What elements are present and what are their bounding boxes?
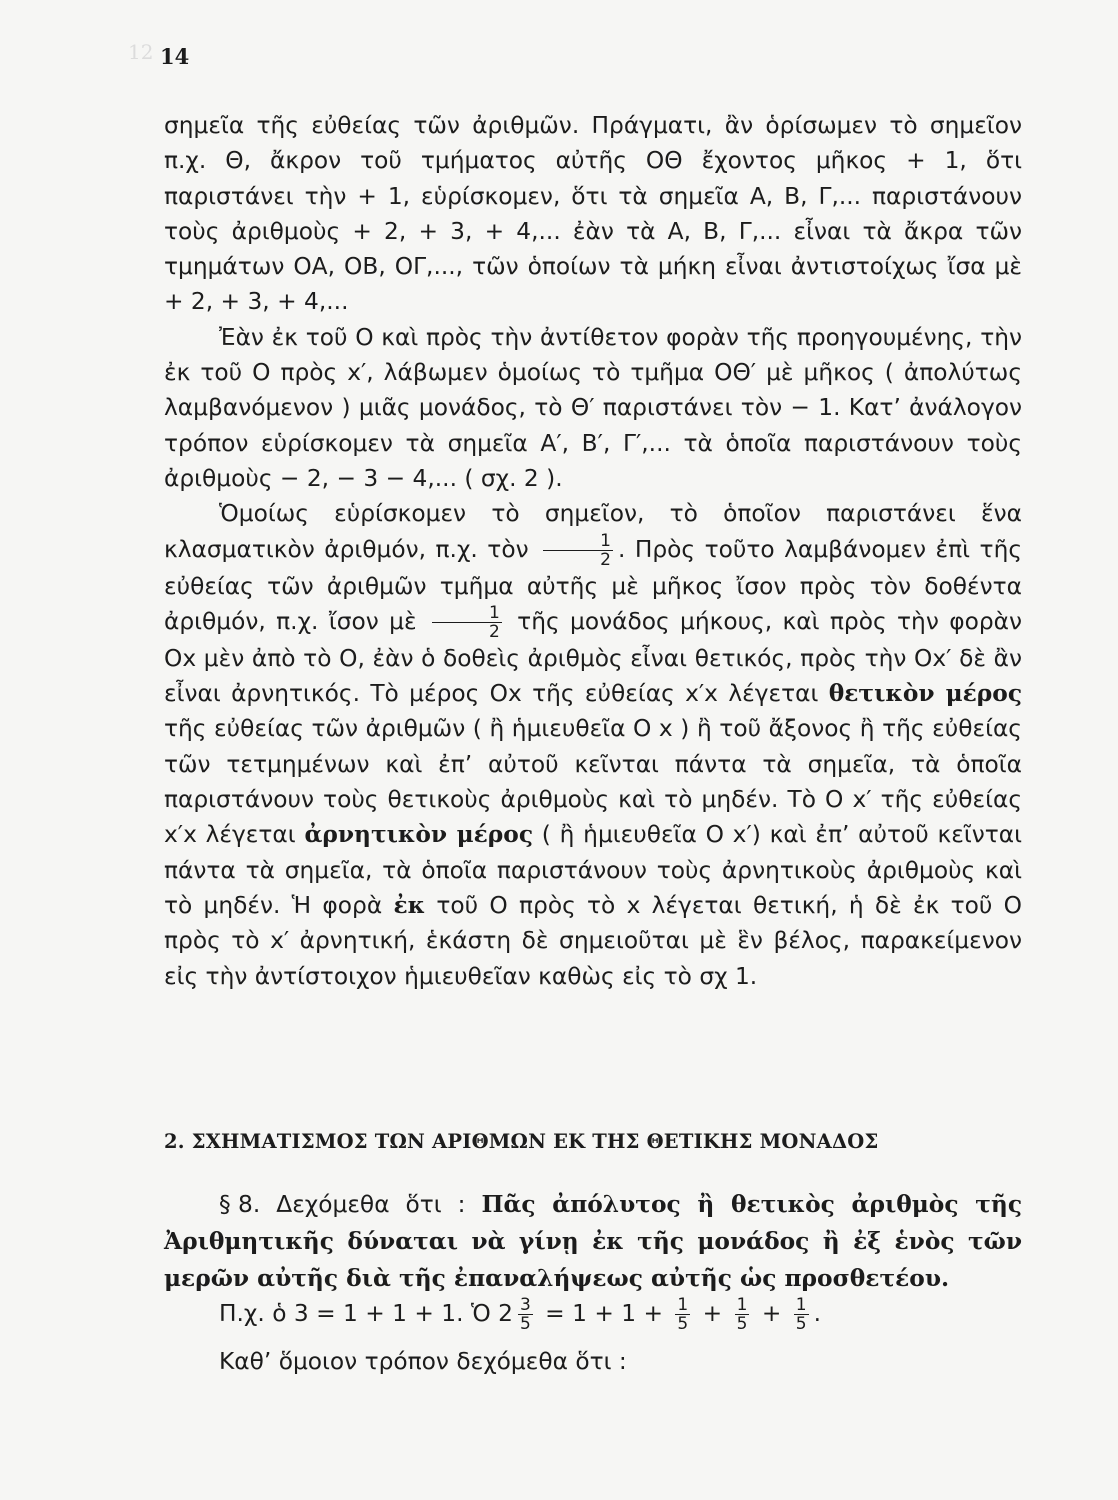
fraction-numerator: 1 — [543, 532, 613, 551]
fraction-one-fifth — [735, 1296, 750, 1333]
paragraph-1: σημεῖα τῆς εὐθείας τῶν ἀριθμῶν. Πράγματι, ἂν ὁρίσωμεν τὸ σημεῖον π.χ. Θ, ἄκρον τοῦ τμήματος αὐτῆς ΟΘ ἔχοντος μῆκος + 1, ὅτι παριστάνει τὴν + 1, εὑρίσκομεν, ὅτι τὰ σημεῖα Α, Β, Γ,... παριστάνουν τοὺς ἀριθμοὺς + 2, + 3, + 4,... ἐὰν τὰ Α, Β, Γ,... εἶναι τὰ ἄκρα τῶν τμημάτων ΟΑ, ΟΒ, ΟΓ,..., τῶν ὁποίων τὰ μήκη εἶναι ἀντιστοίχως ἴσα μὲ + 2, + 3, + 4,... — [164, 112, 1022, 316]
fraction-numerator: 1 — [677, 1295, 689, 1315]
plus-sign: + — [761, 1300, 782, 1327]
main-text — [164, 108, 1022, 994]
paragraph-8 — [164, 1186, 1022, 1297]
fraction-one-fifth — [675, 1296, 690, 1333]
fraction-denominator: 2 — [488, 621, 500, 642]
fraction-one-fifth — [794, 1296, 809, 1333]
fraction-numerator: 1 — [795, 1295, 807, 1315]
fraction-numerator: 1 — [736, 1295, 748, 1315]
axiom-statement: Πᾶς ἀπόλυτος ἢ θετικὸς ἀριθμὸς τῆς Ἀριθμητικῆς δύναται νὰ γίνῃ ἐκ τῆς μονάδος ἢ ἐξ ἑνὸς τῶν μερῶν αὐτῆς διὰ τῆς ἐπαναλήψεως αὐτῆς ὡς προσθετέου. — [164, 1191, 1023, 1292]
page-number: 14 — [160, 44, 190, 69]
text-run: . Πρὸς τοῦτο λαμβάνομεν ἐπὶ τῆς εὐθείας τῶν ἀριθμῶν τμῆμα αὐτῆς μὲ μῆκος ἴσον πρὸς τὸν δοθέντα ἀριθμόν, π.χ. ἴσον μὲ — [164, 535, 1023, 635]
plus-sign: + — [702, 1300, 723, 1327]
text-run: = 1 + 1 + — [545, 1300, 663, 1327]
fraction-denominator: 5 — [736, 1314, 748, 1334]
fraction-one-half — [432, 604, 502, 641]
paragraph-label: § 8. — [219, 1191, 261, 1218]
fraction-numerator: 1 — [432, 604, 502, 623]
text-run: τῆς εὐθείας τῶν ἀριθμῶν ( ἢ ἡμιευθεῖα Ο x ) ἢ τοῦ ἄξονος ἢ τῆς εὐθείας τῶν τετμημένων καὶ ἐπ’ αὐτοῦ κεῖνται πάντα τὰ σημεῖα, τὰ ὁποῖα παριστάνουν τοὺς θετικοὺς ἀριθμοὺς καὶ τὸ μηδέν. Τὸ Ο x′ τῆς εὐθείας x′x λέγεται — [164, 715, 1022, 849]
fraction-denominator: 2 — [600, 549, 611, 570]
example-line — [219, 1294, 1019, 1334]
period: . — [813, 1300, 821, 1327]
text-run: τοῦ Ο πρὸς τὸ x λέγεται θετική, ἡ δὲ ἐκ τοῦ Ο πρὸς τὸ x′ ἀρνητική, ἑκάστη δὲ σημειοῦται μὲ ἓν βέλος, παρακείμενον εἰς τὴν ἀντίστοιχον ἡμιευθεῖαν καθὼς εἰς τὸ σχ 1. — [164, 891, 1023, 990]
paragraph-intro: Δεχόμεθα ὅτι : — [276, 1191, 466, 1218]
fraction-one-half — [543, 532, 613, 569]
text-run: Π.χ. ὁ 3 = 1 + 1 + 1. Ὁ 2 — [219, 1300, 513, 1327]
fraction-three-fifths — [518, 1296, 533, 1333]
text-run: Ὁμοίως εὑρίσκομεν τὸ σημεῖον, τὸ ὁποῖον παριστάνει ἕνα κλασματικὸν ἀριθμόν, π.χ. τὸν — [164, 500, 1022, 563]
paragraph-3 — [164, 496, 1022, 994]
fraction-numerator: 3 — [519, 1295, 531, 1315]
closing-line: Καθ’ ὅμοιον τρόπον δεχόμεθα ὅτι : — [219, 1348, 627, 1375]
bleed-through-page-number: 12 — [128, 40, 154, 64]
fraction-denominator: 5 — [795, 1314, 807, 1334]
paragraph-2: Ἐὰν ἐκ τοῦ Ο καὶ πρὸς τὴν ἀντίθετον φορὰν τῆς προηγουμένης, τὴν ἐκ τοῦ Ο πρὸς x′, λάβωμεν ὁμοίως τὸ τμῆμα ΟΘ′ μὲ μῆκος ( ἀπολύτως λαμβανόμενον ) μιᾶς μονάδος, τὸ Θ′ παριστάνει τὸν − 1. Κατ’ ἀνάλογον τρόπον εὑρίσκομεν τὰ σημεῖα Α′, Β′, Γ′,... τὰ ὁποῖα παριστάνουν τοὺς ἀριθμοὺς − 2, − 3 − 4,... ( σχ. 2 ). — [164, 323, 1022, 492]
bold-term-ek: ἐκ — [393, 891, 426, 919]
section-heading: 2. ΣΧΗΜΑΤΙΣΜΟΣ ΤΩΝ ΑΡΙΘΜΩΝ ΕΚ ΤΗΣ ΘΕΤΙΚΗΣ ΜΟΝΑΔΟΣ — [164, 1130, 879, 1153]
fraction-denominator: 5 — [519, 1314, 531, 1334]
fraction-denominator: 5 — [677, 1314, 689, 1334]
bold-term-positive-part: θετικὸν μέρος — [828, 680, 1023, 708]
bold-term-negative-part: ἀρνητικὸν μέρος — [304, 821, 533, 849]
text-run: ( ἢ ἡμιευθεῖα Ο x′) καὶ ἐπ’ αὐτοῦ κεῖνται πάντα τὰ σημεῖα, τὰ ὁποῖα παριστάνουν τοὺς ἀρνητικοὺς ἀριθμοὺς καὶ τὸ μηδέν. Ἡ φορὰ — [164, 821, 1023, 919]
text-run: τῆς μονάδος μήκους, καὶ πρὸς τὴν φορὰν Οx μὲν ἀπὸ τὸ Ο, ἐὰν ὁ δοθεὶς ἀριθμὸς εἶναι θετικός, πρὸς τὴν Οx′ δὲ ἂν εἶναι ἀρνητικός. Τὸ μέρος Οx τῆς εὐθείας x′x λέγεται — [164, 607, 1023, 708]
